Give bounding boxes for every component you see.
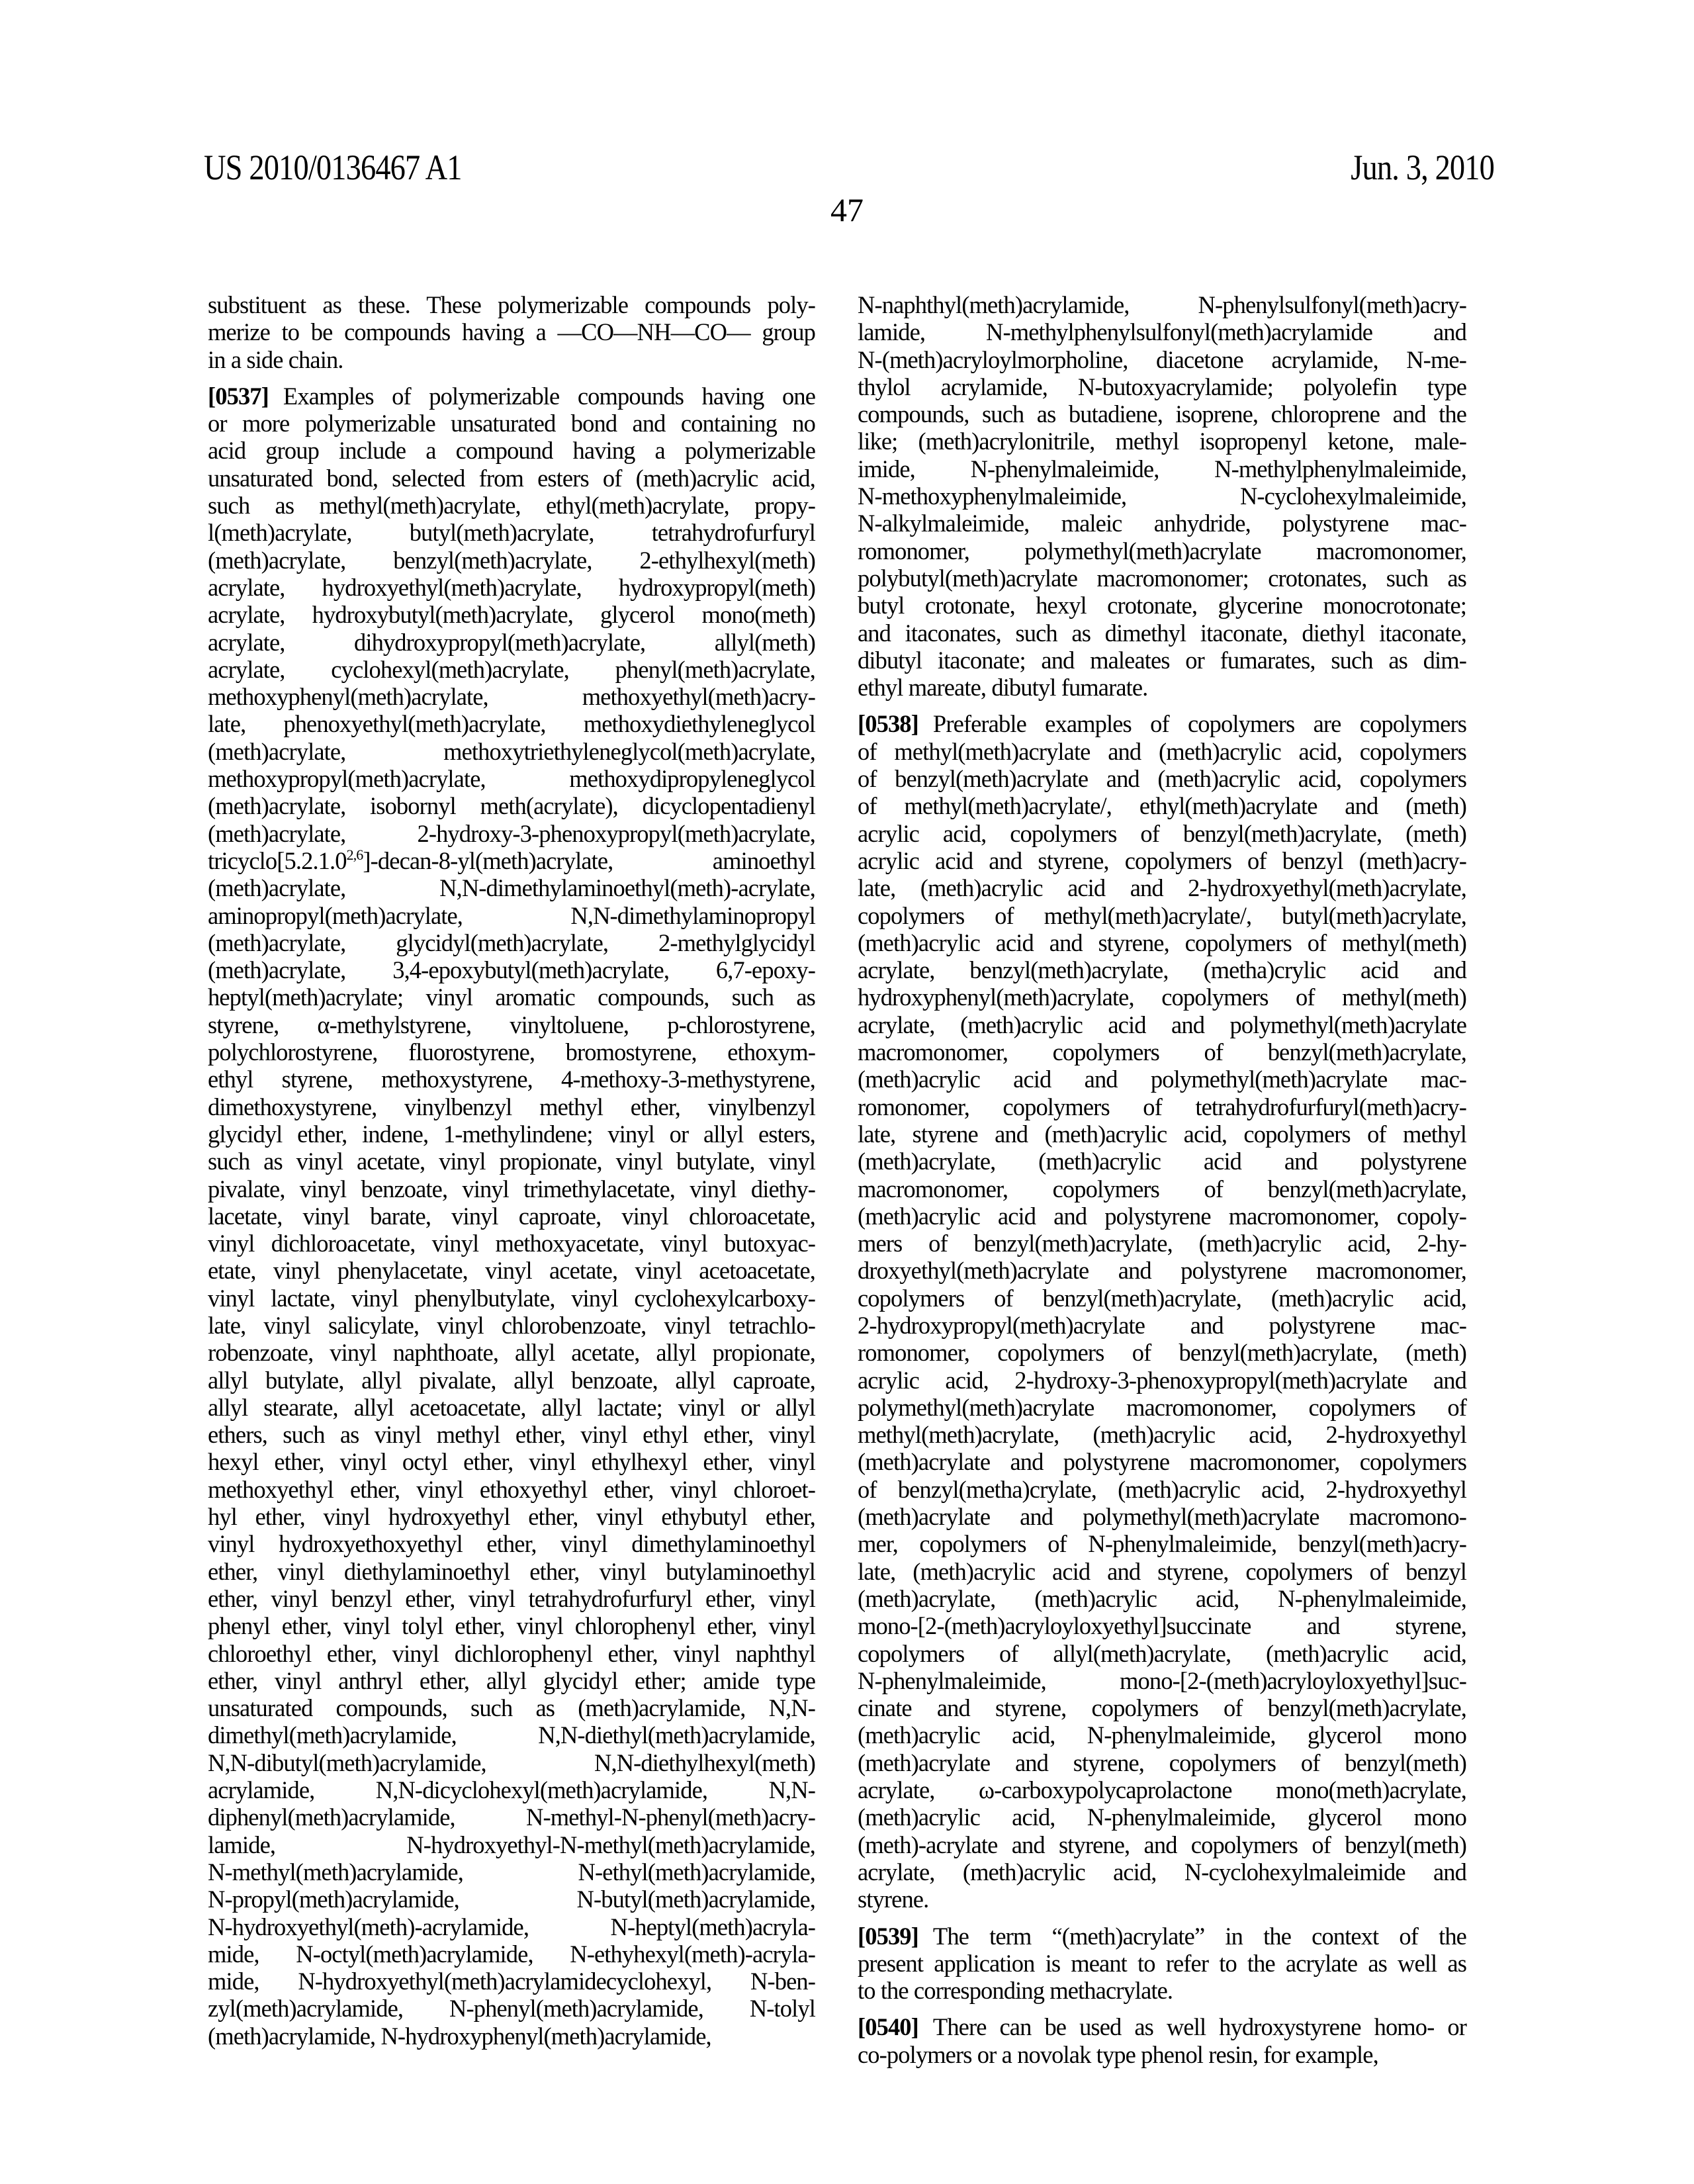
text-line: (meth)acrylate, 2-hydroxy-3-phenoxypropyl(meth)acrylate,	[208, 819, 815, 847]
text-line: acrylate, (meth)acrylic acid and polymethyl(meth)acrylate	[858, 1011, 1466, 1038]
text-line: copolymers of benzyl(meth)acrylate, (meth)acrylic acid,	[858, 1284, 1466, 1312]
paragraph-0537	[208, 383, 815, 2050]
right-column	[858, 291, 1466, 2068]
text-line: chloroethyl ether, vinyl dichlorophenyl ether, vinyl naphthyl	[208, 1639, 815, 1667]
text-line: late, (meth)acrylic acid and styrene, copolymers of benzyl	[858, 1557, 1466, 1585]
text-line: (meth)acrylic acid, N-phenylmaleimide, glycerol mono	[858, 1803, 1466, 1831]
text-line: (meth)acrylate, 3,4-epoxybutyl(meth)acrylate, 6,7-epoxy-	[208, 956, 815, 984]
text-line: of methyl(meth)acrylate and (meth)acrylic acid, copolymers	[858, 737, 1466, 765]
text-line: hyl ether, vinyl hydroxyethyl ether, vinyl ethybutyl ether,	[208, 1503, 815, 1531]
page-number: 47	[830, 191, 864, 228]
text-line: (meth)acrylate, isobornyl meth(acrylate), dicyclopentadienyl	[208, 792, 815, 820]
paragraph-0538	[858, 710, 1466, 1913]
text-line: late, styrene and (meth)acrylic acid, copolymers of methyl	[858, 1120, 1466, 1148]
text-line: N-hydroxyethyl(meth)-acrylamide, N-heptyl(meth)acryla-	[208, 1913, 815, 1940]
paragraph-number: [0539]	[858, 1922, 918, 1950]
text-line: substituent as these. These polymerizable compounds poly-	[208, 291, 815, 318]
text-line: droxyethyl(meth)acrylate and polystyrene macromonomer,	[858, 1257, 1466, 1285]
text-line: N-phenylmaleimide, mono-[2-(meth)acryloyloxyethyl]suc-	[858, 1666, 1466, 1694]
text-line: imide, N-phenylmaleimide, N-methylphenylmaleimide,	[858, 455, 1466, 482]
text-line: butyl crotonate, hexyl crotonate, glycerine monocrotonate;	[858, 592, 1466, 619]
text-line: styrene, α-methylstyrene, vinyltoluene, p-chlorostyrene,	[208, 1011, 815, 1038]
text-line: diphenyl(meth)acrylamide, N-methyl-N-phenyl(meth)acry-	[208, 1803, 815, 1831]
text-line: to the corresponding methacrylate.	[858, 1977, 1173, 2005]
text-line: polybutyl(meth)acrylate macromonomer; crotonates, such as	[858, 564, 1466, 592]
text-line: robenzoate, vinyl naphthoate, allyl acetate, allyl propionate,	[208, 1339, 815, 1367]
text-line: late, (meth)acrylic acid and 2-hydroxyethyl(meth)acrylate,	[858, 874, 1466, 902]
text-line: unsaturated compounds, such as (meth)acrylamide, N,N-	[208, 1694, 815, 1722]
text-line: in a side chain.	[208, 345, 343, 373]
text-line: mide, N-octyl(meth)acrylamide, N-ethyhexyl(meth)-acryla-	[208, 1940, 815, 1968]
text-line: N-(meth)acryloylmorpholine, diacetone acrylamide, N-me-	[858, 345, 1466, 373]
text-line: lamide, N-methylphenylsulfonyl(meth)acrylamide and	[858, 318, 1466, 346]
paragraph-number: [0537]	[208, 382, 269, 410]
text-line: thylol acrylamide, N-butoxyacrylamide; polyolefin type	[858, 373, 1466, 400]
text-line: cinate and styrene, copolymers of benzyl(meth)acrylate,	[858, 1694, 1466, 1722]
text-line: acrylate, hydroxyethyl(meth)acrylate, hydroxypropyl(meth)	[208, 573, 815, 601]
text-line: (meth)acrylic acid and styrene, copolymers of methyl(meth)	[858, 929, 1466, 956]
text-line: and itaconates, such as dimethyl itaconate, diethyl itaconate,	[858, 619, 1466, 647]
text-line: late, phenoxyethyl(meth)acrylate, methoxydiethyleneglycol	[208, 710, 815, 738]
text-line: acrylic acid and styrene, copolymers of benzyl (meth)acry-	[858, 846, 1466, 874]
text-line: ethyl mareate, dibutyl fumarate.	[858, 674, 1148, 702]
text-line: aminopropyl(meth)acrylate, N,N-dimethylaminopropyl	[208, 901, 815, 929]
text-line: vinyl hydroxyethoxyethyl ether, vinyl dimethylaminoethyl	[208, 1530, 815, 1558]
text-line-content: The term “(meth)acrylate” in the context of the	[932, 1922, 1466, 1950]
text-line: unsaturated bond, selected from esters of (meth)acrylic acid,	[208, 464, 815, 492]
text-line: (meth)acrylate and polystyrene macromonomer, copolymers	[858, 1448, 1466, 1476]
text-line: acrylate, benzyl(meth)acrylate, (metha)crylic acid and	[858, 956, 1466, 984]
left-column	[208, 291, 815, 2050]
page-header-date: Jun. 3, 2010	[1351, 148, 1494, 187]
text-line: of methyl(meth)acrylate/, ethyl(meth)acrylate and (meth)	[858, 792, 1466, 820]
text-line: vinyl dichloroacetate, vinyl methoxyacetate, vinyl butoxyac-	[208, 1230, 815, 1257]
paragraph-gap	[208, 373, 815, 383]
text-line: (meth)acrylate and polymethyl(meth)acrylate macromono-	[858, 1503, 1466, 1531]
text-line: (meth)acrylamide, N-hydroxyphenyl(meth)acrylamide,	[208, 2022, 711, 2050]
paragraph-gap	[858, 1913, 1466, 1923]
text-line: pivalate, vinyl benzoate, vinyl trimethylacetate, vinyl diethy-	[208, 1175, 815, 1203]
text-line: lamide, N-hydroxyethyl-N-methyl(meth)acrylamide,	[208, 1831, 815, 1858]
text-line: 2-hydroxypropyl(meth)acrylate and polystyrene mac-	[858, 1311, 1466, 1339]
text-line: N-methyl(meth)acrylamide, N-ethyl(meth)acrylamide,	[208, 1858, 815, 1886]
text-line: acrylate, ω-carboxypolycaprolactone mono(meth)acrylate,	[858, 1776, 1466, 1804]
text-line	[858, 2013, 1466, 2040]
text-line: copolymers of methyl(meth)acrylate/, butyl(meth)acrylate,	[858, 901, 1466, 929]
text-line: lacetate, vinyl barate, vinyl caproate, vinyl chloroacetate,	[208, 1202, 815, 1230]
text-line: polychlorostyrene, fluorostyrene, bromostyrene, ethoxym-	[208, 1038, 815, 1066]
text-line: hexyl ether, vinyl octyl ether, vinyl ethylhexyl ether, vinyl	[208, 1448, 815, 1476]
text-line: such as vinyl acetate, vinyl propionate, vinyl butylate, vinyl	[208, 1148, 815, 1175]
text-line: ether, vinyl benzyl ether, vinyl tetrahydrofurfuryl ether, vinyl	[208, 1584, 815, 1612]
paragraph-0540	[858, 2013, 1466, 2068]
text-line	[858, 710, 1466, 737]
text-line: co-polymers or a novolak type phenol resin, for example,	[858, 2040, 1378, 2068]
text-line: styrene.	[858, 1886, 929, 1913]
text-line: (meth)acrylic acid and polymethyl(meth)acrylate mac-	[858, 1066, 1466, 1093]
text-line: (meth)acrylic acid and polystyrene macromonomer, copoly-	[858, 1202, 1466, 1230]
text-line: methoxyethyl ether, vinyl ethoxyethyl ether, vinyl chloroet-	[208, 1475, 815, 1503]
paragraph-continuation	[858, 291, 1466, 701]
text-line: allyl stearate, allyl acetoacetate, allyl lactate; vinyl or allyl	[208, 1393, 815, 1421]
text-line: (meth)acrylate, benzyl(meth)acrylate, 2-ethylhexyl(meth)	[208, 546, 815, 574]
text-line: or more polymerizable unsaturated bond and containing no	[208, 410, 815, 437]
text-line: dimethoxystyrene, vinylbenzyl methyl ether, vinylbenzyl	[208, 1093, 815, 1120]
text-line: of benzyl(meth)acrylate and (meth)acrylic acid, copolymers	[858, 765, 1466, 793]
text-line: acid group include a compound having a polymerizable	[208, 437, 815, 465]
text-line: acrylate, dihydroxypropyl(meth)acrylate, allyl(meth)	[208, 628, 815, 656]
text-line: acrylate, (meth)acrylic acid, N-cyclohexylmaleimide and	[858, 1858, 1466, 1886]
text-line: such as methyl(meth)acrylate, ethyl(meth)acrylate, propy-	[208, 492, 815, 520]
text-line: like; (meth)acrylonitrile, methyl isopropenyl ketone, male-	[858, 428, 1466, 455]
text-line: (meth)acrylate, (meth)acrylic acid, N-phenylmaleimide,	[858, 1584, 1466, 1612]
paragraph-continuation	[208, 291, 815, 373]
text-line: acrylic acid, 2-hydroxy-3-phenoxypropyl(meth)acrylate and	[858, 1366, 1466, 1394]
text-line: acrylate, hydroxybutyl(meth)acrylate, glycerol mono(meth)	[208, 601, 815, 629]
text-line: romonomer, polymethyl(meth)acrylate macromonomer,	[858, 537, 1466, 565]
text-line: methoxypropyl(meth)acrylate, methoxydipropyleneglycol	[208, 765, 815, 793]
text-line: (meth)acrylate, methoxytriethyleneglycol(meth)acrylate,	[208, 737, 815, 765]
text-line: N-naphthyl(meth)acrylamide, N-phenylsulfonyl(meth)acry-	[858, 291, 1466, 318]
page-header-publication-number: US 2010/0136467 A1	[204, 148, 462, 187]
text-line: zyl(meth)acrylamide, N-phenyl(meth)acrylamide, N-tolyl	[208, 1995, 815, 2023]
text-line: present application is meant to refer to the acrylate as well as	[858, 1949, 1466, 1977]
text-line: methyl(meth)acrylate, (meth)acrylic acid, 2-hydroxyethyl	[858, 1421, 1466, 1449]
paragraph-number: [0538]	[858, 710, 918, 738]
text-line: dibutyl itaconate; and maleates or fumarates, such as dim-	[858, 646, 1466, 674]
text-line: ether, vinyl diethylaminoethyl ether, vinyl butylaminoethyl	[208, 1557, 815, 1585]
text-line: ethers, such as vinyl methyl ether, vinyl ethyl ether, vinyl	[208, 1421, 815, 1449]
text-line: acrylate, cyclohexyl(meth)acrylate, phenyl(meth)acrylate,	[208, 655, 815, 683]
text-line: (meth)acrylate, glycidyl(meth)acrylate, 2-methylglycidyl	[208, 929, 815, 956]
text-line	[208, 383, 815, 410]
text-line: (meth)acrylate and styrene, copolymers of benzyl(meth)	[858, 1749, 1466, 1776]
paragraph-gap	[858, 701, 1466, 710]
text-line: romonomer, copolymers of tetrahydrofurfuryl(meth)acry-	[858, 1093, 1466, 1120]
text-line: etate, vinyl phenylacetate, vinyl acetate, vinyl acetoacetate,	[208, 1257, 815, 1285]
text-line: late, vinyl salicylate, vinyl chlorobenzoate, vinyl tetrachlo-	[208, 1311, 815, 1339]
text-line: compounds, such as butadiene, isoprene, chloroprene and the	[858, 400, 1466, 428]
text-line: copolymers of allyl(meth)acrylate, (meth)acrylic acid,	[858, 1639, 1466, 1667]
text-line: (meth)-acrylate and styrene, and copolymers of benzyl(meth)	[858, 1831, 1466, 1858]
text-line: phenyl ether, vinyl tolyl ether, vinyl chlorophenyl ether, vinyl	[208, 1612, 815, 1640]
text-line: ethyl styrene, methoxystyrene, 4-methoxy-3-methystyrene,	[208, 1066, 815, 1093]
paragraph-number: [0540]	[858, 2013, 918, 2041]
text-line: hydroxyphenyl(meth)acrylate, copolymers of methyl(meth)	[858, 983, 1466, 1011]
text-line: N-methoxyphenylmaleimide, N-cyclohexylmaleimide,	[858, 482, 1466, 510]
text-line: vinyl lactate, vinyl phenylbutylate, vinyl cyclohexylcarboxy-	[208, 1284, 815, 1312]
text-line: macromonomer, copolymers of benzyl(meth)acrylate,	[858, 1175, 1466, 1203]
text-line: (meth)acrylate, (meth)acrylic acid and polystyrene	[858, 1148, 1466, 1175]
text-line-content: Preferable examples of copolymers are copolymers	[932, 710, 1466, 738]
text-line: (meth)acrylic acid, N-phenylmaleimide, glycerol mono	[858, 1721, 1466, 1749]
text-line: of benzyl(metha)crylate, (meth)acrylic acid, 2-hydroxyethyl	[858, 1475, 1466, 1503]
text-line: glycidyl ether, indene, 1-methylindene; vinyl or allyl esters,	[208, 1120, 815, 1148]
superscript: 2,6	[346, 846, 363, 863]
text-line: merize to be compounds having a —CO—NH—CO— group	[208, 318, 815, 346]
text-line: N-propyl(meth)acrylamide, N-butyl(meth)acrylamide,	[208, 1886, 815, 1913]
text-line: acrylic acid, copolymers of benzyl(meth)acrylate, (meth)	[858, 819, 1466, 847]
text-line: allyl butylate, allyl pivalate, allyl benzoate, allyl caproate,	[208, 1366, 815, 1394]
text-line: l(meth)acrylate, butyl(meth)acrylate, tetrahydrofurfuryl	[208, 519, 815, 547]
text-line: dimethyl(meth)acrylamide, N,N-diethyl(meth)acrylamide,	[208, 1721, 815, 1749]
text-line: N-alkylmaleimide, maleic anhydride, polystyrene mac-	[858, 510, 1466, 537]
text-line: polymethyl(meth)acrylate macromonomer, copolymers of	[858, 1393, 1466, 1421]
text-line-content: Examples of polymerizable compounds having one	[283, 382, 815, 410]
text-line: ether, vinyl anthryl ether, allyl glycidyl ether; amide type	[208, 1666, 815, 1694]
text-line: romonomer, copolymers of benzyl(meth)acrylate, (meth)	[858, 1339, 1466, 1367]
text-line: macromonomer, copolymers of benzyl(meth)acrylate,	[858, 1038, 1466, 1066]
paragraph-0539	[858, 1923, 1466, 2005]
text-line: mers of benzyl(meth)acrylate, (meth)acrylic acid, 2-hy-	[858, 1230, 1466, 1257]
text-line: mono-[2-(meth)acryloyloxyethyl]succinate and styrene,	[858, 1612, 1466, 1640]
text-line: acrylamide, N,N-dicyclohexyl(meth)acrylamide, N,N-	[208, 1776, 815, 1804]
text-line-content: There can be used as well hydroxystyrene homo- or	[932, 2013, 1466, 2041]
text-line: tricyclo[5.2.1.0$^{2,6}$]-decan-8-yl(meth)acrylate, aminoethyl	[208, 846, 815, 874]
text-line: heptyl(meth)acrylate; vinyl aromatic compounds, such as	[208, 983, 815, 1011]
text-line	[858, 1923, 1466, 1950]
text-line: N,N-dibutyl(meth)acrylamide, N,N-diethylhexyl(meth)	[208, 1749, 815, 1776]
text-line: (meth)acrylate, N,N-dimethylaminoethyl(meth)-acrylate,	[208, 874, 815, 902]
paragraph-gap	[858, 2004, 1466, 2013]
text-line: mide, N-hydroxyethyl(meth)acrylamidecyclohexyl, N-ben-	[208, 1968, 815, 1995]
text-line: mer, copolymers of N-phenylmaleimide, benzyl(meth)acry-	[858, 1530, 1466, 1558]
text-line: methoxyphenyl(meth)acrylate, methoxyethyl(meth)acry-	[208, 683, 815, 711]
